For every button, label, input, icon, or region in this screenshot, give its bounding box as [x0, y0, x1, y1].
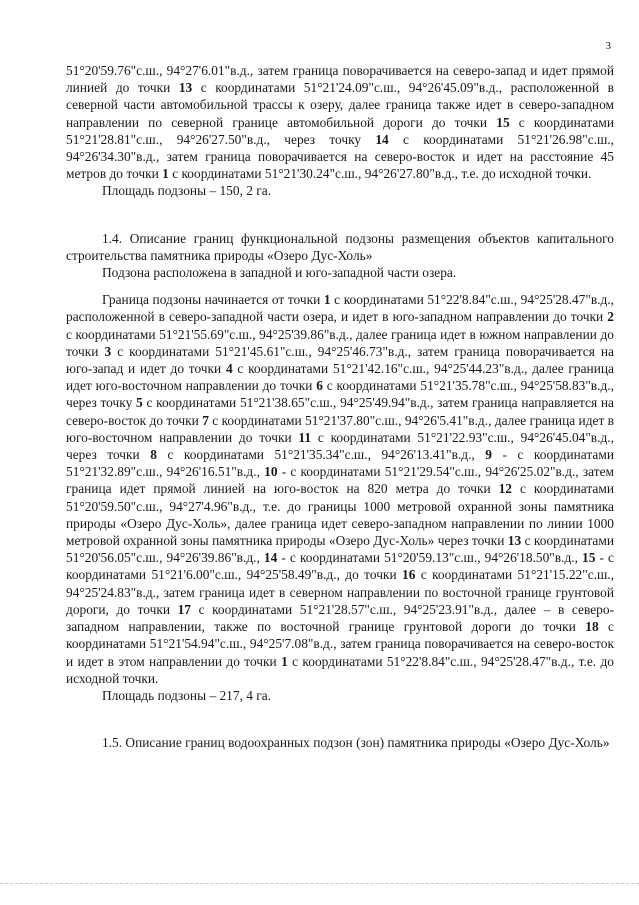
- section-heading-1-4: 1.4. Описание границ функциональной подзоны размещения объектов капитального строительства памятника природы «Озеро Дус-Холь»: [66, 230, 614, 263]
- area-statement-2: Площадь подзоны – 217, 4 га.: [102, 687, 272, 703]
- section-heading-1-5: 1.5. Описание границ водоохранных подзон (зон) памятника природы «Озеро Дус-Холь»: [102, 735, 610, 751]
- location-statement: Подзона расположена в западной и юго-западной части озера.: [102, 265, 457, 281]
- paragraph-boundary-1-4: Граница подзоны начинается от точки 1 с координатами 51°22'8.84"с.ш., 94°25'28.47"в.д., расположенной в северо-западной части озера, и идет в юго-западном направлении до точки 2 с координатами 51°21'55.69"с.ш., 94°25'39.86"в.д., далее граница идет в южном направлении до точки 3 с координатами 51°21'45.61"с.ш., 94°25'46.73"в.д., затем граница поворачивается на юго-запад и идет до точки 4 с координатами 51°21'42.16"с.ш., 94°25'44.23"в.д., далее граница идет юго-восточном направлении до точки 6 с координатами 51°21'35.78"с.ш., 94°25'58.83"в.д., через точку 5 с координатами 51°21'38.65"с.ш., 94°25'49.94"в.д., затем граница направляется на северо-восток до точки 7 с координатами 51°21'37.80"с.ш., 94°26'5.41"в.д., далее граница идет в юго-восточном направлении до точки 11 с координатами 51°21'22.93"с.ш., 94°26'45.04"в.д., через точки 8 с координатами 51°21'35.34"с.ш., 94°26'13.41"в.д., 9 - с координатами 51°21'32.89"с.ш., 94°26'16.51"в.д., 10 - с координатами 51°21'29.54"с.ш., 94°26'25.02"в.д., затем граница идет прямой линией на юго-восток на 820 метра до точки 12 с координатами 51°20'59.50"с.ш., 94°27'4.96"в.д., т.е. до границы 1000 метровой охранной зоны памятника природы «Озеро Дус-Холь», далее граница идет северо-западном направлении по линии 1000 метровой охранной зоны памятника природы «Озеро Дус-Холь» через точки 13 с координатами 51°20'56.05"с.ш., 94°26'39.86"в.д., 14 - с координатами 51°20'59.13"с.ш., 94°26'18.50"в.д., 15 - с координатами 51°21'6.00"с.ш., 94°25'58.49"в.д., до точки 16 с координатами 51°21'15.22"с.ш., 94°25'24.83"в.д., затем граница идет в северном направлении по восточной границе грунтовой дороги, до точки 17 с координатами 51°21'28.57"с.ш., 94°25'23.91"в.д., далее – в северо-западном направлении, также по восточной границе грунтовой дороги до точки 18 с координатами 51°21'54.94"с.ш., 94°25'7.08"в.д., затем граница поворачивается на северо-восток и идет в этом направлении до точки 1 с координатами 51°22'8.84"с.ш., 94°25'28.47"в.д., т.е. до исходной точки.: [66, 292, 615, 686]
- document-body: [66, 62, 614, 751]
- scan-edge-line: [0, 883, 639, 885]
- page-number: 3: [605, 40, 611, 52]
- paragraph-boundary-continued: 51°20'59.76"с.ш., 94°27'6.01"в.д., затем граница поворачивается на северо-запад и идет прямой линией до точки 13 с координатами 51°21'24.09"с.ш., 94°26'45.09"в.д., расположенной в северной части автомобильной трассы к озеру, далее граница также идет в северо-западном направлении по северной границе автомобильной дороги до точки 15 с координатами 51°21'28.81"с.ш., 94°26'27.50"в.д., через точку 14 с координатами 51°21'26.98"с.ш., 94°26'34.30"в.д., затем граница поворачивается на северо-восток и идет на расстояние 45 метров до точки 1 с координатами 51°21'30.24"с.ш., 94°26'27.80"в.д., т.е. до исходной точки.: [66, 63, 614, 182]
- area-statement-1: Площадь подзоны – 150, 2 га.: [102, 183, 272, 199]
